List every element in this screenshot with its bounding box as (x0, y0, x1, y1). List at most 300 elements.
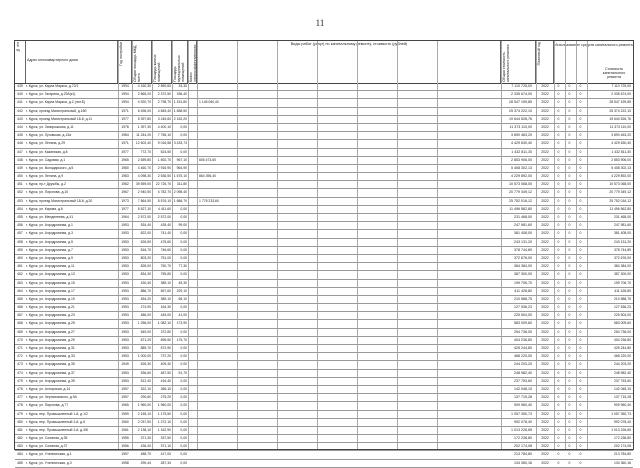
row-area-municipal: 0,00 (180, 124, 187, 129)
row-flag-2: 0 (568, 264, 571, 269)
row-final-cost: 3 890 463,20 (611, 133, 631, 138)
row-total-cost: 127 536,23 (514, 305, 532, 310)
row-area-total: 430,40 (140, 280, 151, 285)
row-flag-1: 0 (557, 92, 560, 97)
row-address: г. Курск, проезд Магистральный 18-й, д.20 (26, 198, 93, 203)
row-number: 470 (17, 337, 23, 342)
row-total-cost: 202 174,08 (514, 444, 532, 449)
row-flag-1: 0 (557, 174, 560, 179)
row-plan-year: 2022 (541, 264, 549, 269)
row-area-total: 2 572,00 (137, 215, 151, 219)
row-area-municipal: 0,00 (180, 149, 187, 154)
row-flag-2: 0 (568, 288, 571, 293)
row-year: 1958 (121, 460, 129, 465)
row-year: 1949 (121, 362, 129, 367)
row-number: 457 (17, 231, 23, 236)
row-plan-year: 2022 (541, 370, 549, 375)
table-row (15, 337, 633, 345)
row-plan-year: 2022 (541, 190, 549, 195)
row-area-living: 372,80 (160, 329, 171, 334)
row-final-cost: 1 057 350,73 (611, 411, 631, 416)
row-final-cost: 127 536,23 (614, 305, 631, 310)
row-number: 476 (17, 386, 23, 391)
row-flag-3: 0 (579, 395, 582, 400)
row-flag-2: 0 (568, 141, 571, 146)
row-flag-3: 0 (579, 157, 582, 162)
row-flag-3: 0 (579, 165, 582, 170)
table-row (15, 230, 633, 238)
row-address: г. Курск, пер. Промышленный 1-й, д.1/2 (26, 411, 88, 416)
row-area-municipal: 964,90 (176, 165, 187, 170)
row-final-cost: 225 504,00 (614, 313, 631, 318)
row-total-cost: 378 744,89 (514, 247, 532, 252)
row-flag-3: 0 (579, 436, 582, 441)
row-total-cost: 172 238,80 (514, 436, 532, 441)
row-flag-2: 0 (568, 190, 571, 195)
row-area-living: 695,50 (160, 337, 171, 342)
row-plan-year: 2022 (541, 460, 549, 465)
row-flag-3: 0 (579, 182, 582, 187)
row-flag-1: 0 (557, 264, 560, 269)
row-year: 1953 (121, 231, 129, 236)
row-area-living: 751,00 (160, 255, 171, 260)
row-flag-1: 0 (557, 354, 560, 359)
row-flag-2: 0 (568, 444, 571, 449)
row-final-cost: 19 644 526,76 (609, 116, 631, 121)
row-address: г. Курск, ул. Менделеева, д.41 (26, 215, 74, 219)
table-row (15, 451, 633, 459)
table-row (15, 124, 633, 132)
row-final-cost: 992 078,40 (614, 419, 631, 424)
row-total-cost: 237 753,60 (514, 378, 532, 383)
row-flag-2: 0 (568, 198, 571, 203)
row-area-total: 371,30 (140, 436, 151, 441)
row-area-total: 5 397,80 (137, 116, 151, 121)
row-address: г. Курск, ул. Аэродромная, д.3 (26, 231, 73, 236)
row-final-cost: 378 744,89 (614, 247, 631, 252)
table-row (15, 271, 633, 279)
row-area-living: 9 016,58 (157, 141, 171, 146)
row-area-municipal: 229,10 (176, 288, 187, 293)
row-number: 462 (17, 272, 23, 277)
row-number: 443 (17, 116, 23, 121)
row-year: 1953 (121, 239, 129, 244)
row-number: 451 (17, 182, 23, 187)
row-flag-1: 0 (557, 100, 560, 105)
row-area-living: 1 175,50 (157, 411, 171, 416)
row-flag-1: 0 (557, 436, 560, 441)
row-area-municipal: 336,40 (176, 92, 187, 97)
row-year: 1994 (121, 84, 129, 88)
row-flag-2: 0 (568, 133, 571, 138)
row-flag-3: 0 (579, 149, 582, 154)
row-area-total: 4 160,30 (137, 84, 151, 88)
row-plan-year: 2022 (541, 247, 549, 252)
row-final-cost: 2 853 906,00 (611, 157, 631, 162)
row-flag-1: 0 (557, 149, 560, 154)
register-table (14, 40, 634, 465)
row-area-living: 371,10 (160, 444, 171, 449)
row-area-total: 526,30 (140, 362, 151, 367)
row-number: 483 (17, 444, 23, 449)
row-final-cost: 411 428,80 (614, 288, 631, 293)
table-row (15, 353, 633, 361)
row-area-living: 7 756,10 (157, 133, 171, 138)
row-total-cost: 244 203,20 (514, 362, 532, 367)
row-plan-year: 2022 (541, 272, 549, 277)
row-total-cost: 1 013 226,65 (511, 427, 532, 432)
row-final-cost: 404 236,80 (614, 337, 631, 342)
table-row (15, 206, 633, 214)
row-final-cost: 11 496 562,80 (609, 206, 631, 211)
row-final-cost: 7 110 725,00 (611, 84, 631, 88)
row-year: 1980 (121, 165, 129, 170)
row-final-cost: 1 013 226,65 (611, 427, 631, 432)
row-area-municipal: 41,00 (178, 313, 187, 318)
row-total-cost: 213 784,80 (514, 452, 532, 457)
row-address: г. Курск, ул. Аэродромная, д.31 (26, 346, 75, 350)
row-area-total: 486,00 (140, 313, 151, 318)
row-flag-3: 0 (579, 386, 582, 391)
row-total-cost: 225 504,00 (514, 313, 532, 318)
row-area-living: 4 400,10 (157, 124, 171, 129)
row-flag-3: 0 (579, 305, 582, 310)
row-area-living: 337,50 (160, 436, 171, 441)
row-area-living: 3 245,60 (157, 116, 171, 121)
row-year: 1953 (121, 313, 129, 318)
row-year: 1977 (121, 149, 129, 154)
row-number: 448 (17, 157, 23, 162)
row-area-municipal: 65,10 (178, 296, 187, 301)
row-address: г. Курск, ул. Карла Маркса, д.2 (лит.Б) (26, 100, 86, 105)
row-total-cost: 28 547 199,85 (509, 100, 532, 105)
row-year: 1953 (121, 223, 129, 228)
row-final-cost: 387 300,00 (614, 272, 631, 277)
row-number: 458 (17, 239, 23, 244)
row-area-municipal: 0,00 (180, 255, 187, 260)
row-total-cost: 254 736,00 (514, 329, 532, 334)
row-flag-2: 0 (568, 239, 571, 244)
row-total-cost: 210 588,75 (514, 296, 532, 301)
row-flag-2: 0 (568, 386, 571, 391)
row-flag-1: 0 (557, 124, 560, 129)
row-total-cost: 19 644 526,76 (509, 116, 532, 121)
row-total-cost: 425 244,80 (514, 346, 532, 350)
row-final-cost: 10 573 068,00 (609, 182, 631, 187)
row-area-municipal: 311,80 (176, 182, 187, 187)
row-area-municipal: 1 658,50 (173, 108, 187, 113)
row-flag-1: 0 (557, 444, 560, 449)
row-area-municipal: 0,00 (180, 133, 187, 138)
row-flag-3: 0 (579, 329, 582, 334)
row-final-cost: 134 360,16 (614, 460, 631, 465)
row-area-total: 889,70 (140, 346, 151, 350)
table-row (15, 239, 633, 247)
row-area-living: 4 845,40 (157, 108, 171, 113)
row-final-cost: 243 131,20 (614, 239, 631, 244)
row-year: 1953 (121, 288, 129, 293)
row-area-total: 12 602,40 (135, 141, 151, 146)
row-area-municipal: 0,00 (180, 215, 187, 219)
row-flag-3: 0 (579, 264, 582, 269)
table-row (15, 419, 633, 427)
row-number: 444 (17, 124, 23, 129)
row-year: 1971 (121, 108, 129, 113)
row-area-municipal: 1 686,70 (173, 198, 187, 203)
row-total-cost: 2 853 906,00 (511, 157, 532, 162)
header-area-living: Площадь жилых помещений (152, 41, 172, 83)
row-plan-year: 2022 (541, 255, 549, 260)
row-final-cost: 25 374 222,10 (609, 108, 631, 113)
table-row (15, 394, 633, 402)
table-row (15, 411, 633, 419)
row-address: г. Курск, ул. Черняховского, д.9А (26, 395, 77, 400)
row-flag-2: 0 (568, 149, 571, 154)
row-address: г. Курск, ул. Садовая, д.1 (26, 157, 66, 162)
row-area-municipal: 0,00 (180, 354, 187, 359)
row-flag-2: 0 (568, 452, 571, 457)
row-flag-2: 0 (568, 370, 571, 375)
row-address: г. Курск, ул. Аэродромная, д.37 (26, 370, 75, 375)
row-address: г. Курск, ул. Аэродромная, д.15 (26, 280, 75, 285)
row-total-cost: 372 676,00 (514, 255, 532, 260)
row-area-municipal: 1 151,80 (173, 100, 187, 105)
row-area-municipal: 0,00 (180, 460, 187, 465)
row-year: 1953 (121, 321, 129, 326)
row-area-total: 290,60 (140, 395, 151, 400)
row-area-municipal: 45,30 (178, 280, 187, 285)
row-area-total: 828,00 (140, 264, 151, 269)
row-area-municipal: 0,00 (180, 239, 187, 244)
row-number: 456 (17, 223, 23, 228)
header-plan-year: Плановый год (536, 41, 554, 83)
row-flag-2: 0 (568, 116, 571, 121)
row-flag-2: 0 (568, 165, 571, 170)
row-address: г. Курск, ул. Аэродромная, д.5 (26, 239, 73, 244)
row-area-total: 2 659,80 (137, 157, 151, 162)
row-number: 465 (17, 296, 23, 301)
row-flag-3: 0 (579, 346, 582, 350)
row-area-living: 389,10 (160, 296, 171, 301)
row-flag-1: 0 (557, 108, 560, 113)
table-row (15, 165, 633, 173)
row-area-living: 524,50 (160, 149, 171, 154)
row-flag-2: 0 (568, 419, 571, 424)
row-flag-1: 0 (557, 452, 560, 457)
row-plan-year: 2022 (541, 395, 549, 400)
row-flag-2: 0 (568, 296, 571, 301)
row-flag-3: 0 (579, 419, 582, 424)
row-area-municipal: 0,00 (180, 436, 187, 441)
row-plan-year: 2022 (541, 321, 549, 326)
row-number: 452 (17, 190, 23, 195)
row-year: 1973 (121, 198, 129, 203)
row-number: 474 (17, 370, 23, 375)
row-flag-1: 0 (557, 419, 560, 424)
row-flag-1: 0 (557, 378, 560, 383)
row-year: 1953 (121, 346, 129, 350)
row-area-municipal: 0,00 (180, 419, 187, 424)
row-number: 442 (17, 108, 23, 113)
row-number: 467 (17, 313, 23, 318)
row-flag-3: 0 (579, 108, 582, 113)
row-plan-year: 2022 (541, 329, 549, 334)
row-final-cost: 583 009,60 (614, 321, 631, 326)
row-final-cost: 11 373 110,00 (609, 124, 631, 129)
row-area-living: 750,70 (160, 264, 171, 269)
row-final-cost: 425 244,80 (614, 346, 631, 350)
table-body (15, 83, 633, 468)
row-area-total: 526,50 (140, 239, 151, 244)
table-row (15, 280, 633, 288)
row-plan-year: 2022 (541, 305, 549, 310)
row-plan-year: 2022 (541, 92, 549, 97)
table-row (15, 288, 633, 296)
table-row (15, 149, 633, 157)
row-total-cost: 384 384,00 (514, 264, 532, 269)
row-flag-1: 0 (557, 395, 560, 400)
table-row (15, 320, 633, 328)
row-flag-3: 0 (579, 370, 582, 375)
row-area-living: 1 960,00 (157, 403, 171, 408)
row-plan-year: 2022 (541, 386, 549, 391)
row-final-cost: 25 752 016,12 (609, 198, 631, 203)
table-row (15, 181, 633, 189)
row-plan-year: 2022 (541, 206, 549, 211)
row-final-cost: 142 048,10 (614, 386, 631, 391)
row-plan-year: 2022 (541, 84, 549, 88)
table-row (15, 460, 633, 468)
row-number: 453 (17, 198, 23, 203)
row-plan-year: 2022 (541, 141, 549, 146)
row-address: г. Курск, ул. Союзная, д.35 (26, 436, 68, 441)
table-row (15, 370, 633, 378)
row-address: г. Курск, ул. Аэродромная, д.33 (26, 354, 75, 359)
row-total-cost: 25 374 222,10 (509, 108, 532, 113)
row-area-living: 737,20 (160, 354, 171, 359)
row-address: г. Курск, ул. Ученическая, д.3 (26, 460, 72, 465)
row-total-cost: 3 890 463,20 (511, 133, 532, 138)
row-final-cost: 199 706,70 (614, 280, 631, 285)
row-number: 445 (17, 133, 23, 138)
table-row (15, 91, 633, 99)
row-final-cost: 5 408 302,13 (611, 165, 631, 170)
row-work-cost: 1 145 060,40 (199, 100, 219, 105)
row-flag-2: 0 (568, 362, 571, 367)
row-year: 1965 (121, 403, 129, 408)
row-total-cost: 404 236,80 (514, 337, 532, 342)
row-area-living: 755,80 (160, 272, 171, 277)
row-flag-2: 0 (568, 403, 571, 408)
row-plan-year: 2022 (541, 419, 549, 424)
header-total: Общая стоимость капитального ремонта (501, 41, 536, 83)
row-area-living: 445,00 (160, 313, 171, 318)
row-total-cost: 20 779 349,12 (509, 190, 532, 195)
row-flag-1: 0 (557, 157, 560, 162)
row-flag-1: 0 (557, 288, 560, 293)
row-area-living: 2 372,50 (157, 92, 171, 97)
row-flag-1: 0 (557, 141, 560, 146)
row-year: 1953 (121, 272, 129, 277)
row-work-cost: 864 396,40 (199, 174, 216, 179)
row-final-cost: 231 468,00 (614, 215, 631, 219)
row-address: г. Курск, проезд Магистральный, д.16б (26, 108, 87, 113)
row-area-total: 4 098,30 (137, 174, 151, 179)
row-total-cost: 134 360,16 (514, 460, 532, 465)
row-flag-3: 0 (579, 239, 582, 244)
row-flag-3: 0 (579, 288, 582, 293)
row-area-living: 22 726,70 (155, 182, 171, 187)
row-area-municipal: 0,00 (180, 329, 187, 334)
row-plan-year: 2022 (541, 165, 549, 170)
row-flag-2: 0 (568, 223, 571, 228)
row-flag-1: 0 (557, 370, 560, 375)
row-area-total: 834,30 (140, 272, 151, 277)
row-flag-3: 0 (579, 378, 582, 383)
row-plan-year: 2022 (541, 337, 549, 342)
row-area-living: 1 692,70 (157, 157, 171, 162)
row-address: г. Курск, ул. Ахтырская, д.14 (26, 386, 71, 391)
table-row (15, 263, 633, 271)
row-flag-2: 0 (568, 460, 571, 465)
row-flag-2: 0 (568, 215, 571, 219)
row-number: 472 (17, 354, 23, 359)
row-flag-3: 0 (579, 223, 582, 228)
row-area-municipal: 0,00 (180, 362, 187, 367)
row-flag-1: 0 (557, 182, 560, 187)
row-plan-year: 2022 (541, 362, 549, 367)
row-area-total: 772,70 (140, 149, 151, 154)
row-final-cost: 384 384,00 (614, 264, 631, 269)
row-year: 1953 (121, 337, 129, 342)
row-total-cost: 199 706,70 (514, 280, 532, 285)
row-year: 1971 (121, 141, 129, 146)
row-final-cost: 213 784,80 (614, 452, 631, 457)
row-area-municipal: 0,00 (180, 231, 187, 236)
row-number: 447 (17, 149, 23, 154)
row-area-living: 435,40 (160, 223, 171, 228)
row-plan-year: 2022 (541, 100, 549, 105)
table-header (15, 41, 633, 84)
row-area-total: 534,40 (140, 223, 151, 228)
row-area-total: 39 559,00 (135, 182, 151, 187)
row-year: 1959 (121, 411, 129, 416)
row-address: г. Курск, ул. Луговская, д.13а (26, 133, 71, 138)
table-row (15, 443, 633, 451)
row-area-total: 4 920,70 (137, 100, 151, 105)
row-final-cost: 468 220,00 (614, 354, 631, 359)
row-area-living: 1 162,90 (157, 427, 171, 432)
row-plan-year: 2022 (541, 108, 549, 113)
row-number: 473 (17, 362, 23, 367)
row-area-total: 322,10 (140, 386, 151, 391)
row-flag-1: 0 (557, 165, 560, 170)
table-row (15, 304, 633, 312)
table-row (15, 173, 633, 181)
row-address: г. Курск, ул. Пирогова, д.77 (26, 403, 69, 408)
row-final-cost: 237 753,60 (614, 378, 631, 383)
table-row (15, 435, 633, 443)
row-area-total: 4 460,70 (137, 165, 151, 170)
row-number: 468 (17, 321, 23, 326)
row-area-living: 2 550,60 (157, 84, 171, 88)
row-area-living: 1 082,10 (157, 321, 171, 326)
row-flag-1: 0 (557, 272, 560, 277)
row-area-total: 6 496,00 (137, 108, 151, 113)
row-total-cost: 4 229 892,00 (511, 174, 532, 179)
row-number: 441 (17, 100, 23, 105)
row-area-total: 1 256,00 (137, 321, 151, 326)
